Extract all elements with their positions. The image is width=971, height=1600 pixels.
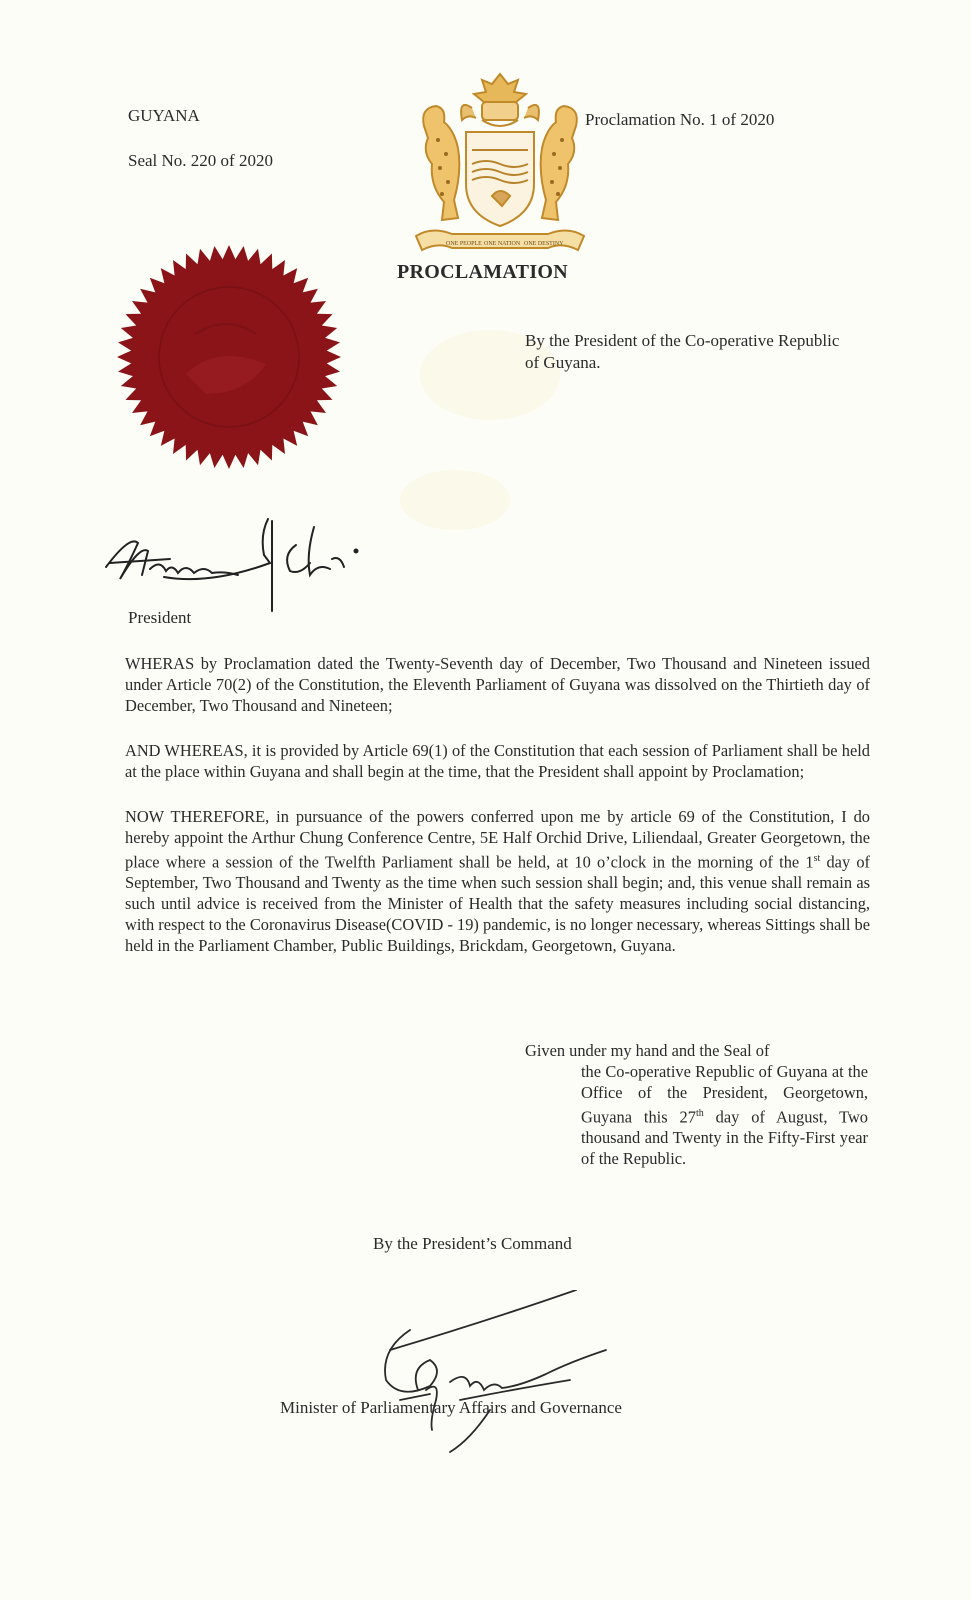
paragraph-now-therefore [125, 806, 870, 956]
given-under-hand-block [525, 1040, 868, 1169]
paper-stain [400, 470, 510, 530]
given-remaining-text [525, 1061, 868, 1169]
document-title: PROCLAMATION [397, 261, 569, 283]
president-label: President [128, 608, 192, 627]
proclamation-body [125, 653, 870, 980]
given-text: the Co-operative Republic of Guyana at the Office of the President, Georgetown, Guyana this 27 [581, 1062, 868, 1127]
country-name: GUYANA [128, 106, 200, 125]
given-first-line: Given under my hand and the Seal of [525, 1041, 770, 1060]
issuer-statement: By the President of the Co-operative Republic of Guyana. [525, 331, 840, 372]
minister-signature [370, 1290, 630, 1460]
minister-title: Minister of Parliamentary Affairs and Governance [280, 1398, 622, 1417]
proclamation-number: Proclamation No. 1 of 2020 [585, 110, 775, 129]
paragraph-now-therefore-text: NOW THEREFORE, in pursuance of the powers conferred upon me by article 69 of the Constitution, I do hereby appoint the Arthur Chung Conference Centre, 5E Half Orchid Drive, Liliendaal, Greater Georgetown, the place where a session of the Twelfth Parliament shall be held, at 10 o’clock in the morning of the 1 [125, 807, 870, 872]
motto-center: ONE NATION [484, 241, 521, 247]
paragraph-and-whereas: AND WHEREAS, it is provided by Article 69(1) of the Constitution that each session of Parliament shall be held at the place within Guyana and shall begin at the time, that the President shall appoint by Proclamation; [125, 741, 870, 781]
given-text-cont: day of August, Two thousand and Twenty in the Fifty-First year of the Republic. [581, 1107, 868, 1169]
seal-number: Seal No. 220 of 2020 [128, 151, 273, 170]
coat-of-arms-emblem [402, 68, 598, 264]
paragraph-whereas: WHERAS by Proclamation dated the Twenty-Seventh day of December, Two Thousand and Nineteen issued under Article 70(2) of the Constitution, the Eleventh Parliament of Guyana was dissolved on the Thirtieth day of December, Two Thousand and Nineteen; [125, 654, 870, 715]
ordinal-suffix: st [813, 853, 821, 864]
paragraph-now-therefore-text-cont: day of September, Two Thousand and Twenty as the time when such session shall begin; and, this venue shall remain as such until advice is received from the Minister of Health that the safety measures including social distancing, with respect to the Coronavirus Disease(COVID - 19) pandemic, is no longer necessary, whereas Sittings shall be held in the Parliament Chamber, Public Buildings, Brickdam, Georgetown, Guyana. [125, 852, 870, 956]
ordinal-suffix: th [695, 1108, 704, 1119]
motto-left: ONE PEOPLE [446, 241, 482, 247]
presidents-command: By the President’s Command [373, 1234, 572, 1253]
red-wax-seal [116, 244, 342, 470]
motto-right: ONE DESTINY [524, 241, 564, 247]
